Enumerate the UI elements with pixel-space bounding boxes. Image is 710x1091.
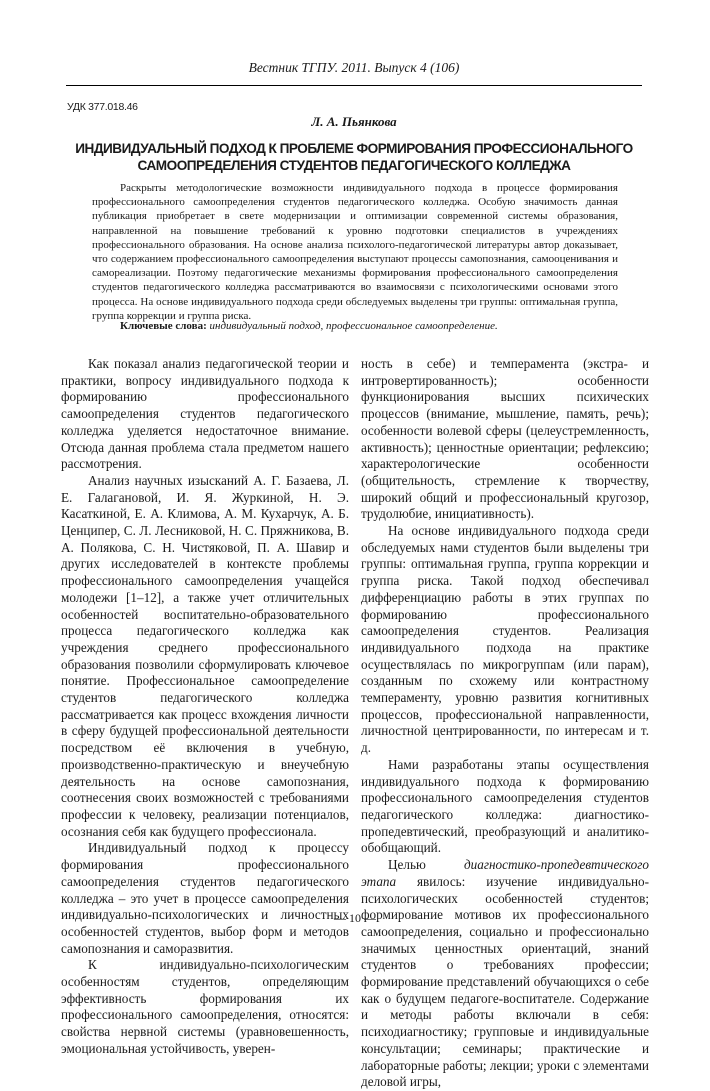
keywords-label: Ключевые слова: — [120, 320, 207, 332]
article-title-line-2: САМООПРЕДЕЛЕНИЯ СТУДЕНТОВ ПЕДАГОГИЧЕСКОГО КОЛЛЕДЖА — [137, 158, 571, 173]
body-paragraph-continuation: ность в себе) и темперамента (экстра- и интровертированность); особенности функционирования высших психических процессов (внимание, мышление, память, речь); особенности волевой сферы (целеустремленность, активность); ценностные ориентации; рефлексию; характерологические особенности (общительность, стремление к творчеству, широкий общий и профессиональный кругозор, трудолюбие, инициативность). — [361, 356, 649, 522]
body-paragraph: На основе индивидуального подхода среди обследуемых нами студентов были выделены три группы: оптимальная группа, группа коррекции и группа риска. Такой подход обеспечивал дифференциацию работы в этих группах по формированию профессионального самоопределения студентов. Реализация индивидуального подхода на практике осуществлялась по микрогруппам (или парам), созданным по схожему или контрастному темпераменту, уровню развития когнитивных процессов, профессиональной направленности, личностной центрированности, по интересам и т. д. — [361, 523, 649, 756]
body-paragraph: Анализ научных изысканий А. Г. Базаева, Л. Е. Галагановой, И. Я. Журкиной, Н. Э. Касаткиной, Е. А. Климова, А. М. Кухарчук, А. Б. Ценципер, С. Л. Лесниковой, Н. С. Пряжникова, В. А. Полякова, С. Н. Чистяковой, П. А. Шавир и других исследователей в контексте проблемы профессионального самоопределения учащейся молодежи [1–12], а также учет отличительных особенностей воспитательно-образовательного процесса педагогического колледжа как учреждения среднего профессионального образования позволили сформулировать ключевое понятие. Профессиональное самоопределение студентов педагогического колледжа рассматривается как процесс вхождения личности в сферу будущей профессиональной деятельности посредством её включения в учебную, производственно-практическую и внеучебную деятельность на основе самопознания, соотнесения своих возможностей с требованиями профессии к человеку, реализации потенциалов, осознания себя как будущего профессионала. — [61, 472, 349, 839]
body-paragraph: Индивидуальный подход к процессу формирования профессионального самоопределения студентов педагогического колледжа – это учет в процессе самоопределения индивидуально-психологических и личностных особенностей студентов, выбор форм и методов самопознания и саморазвития. — [61, 840, 349, 956]
body-paragraph — [361, 857, 649, 1091]
running-head: Вестник ТГПУ. 2011. Выпуск 4 (106) — [248, 60, 460, 75]
article-title — [66, 140, 642, 174]
body-paragraph: Как показал анализ педагогической теории и практики, вопросу индивидуального подхода к формированию профессионального самоопределения студентов педагогического колледжа уделяется недостаточное внимание. Отсюда данная проблема стала предметом нашего рассмотрения. — [61, 356, 349, 472]
abstract: Раскрыты методологические возможности индивидуального подхода в процессе формирования профессионального самоопределения студентов педагогического колледжа. Особую значимость данная публикация приобретает в свете модернизации и оптимизации современной системы образования, направленной на повышение требований к уровню подготовки специалистов в учреждениях профессионального образования. На основе анализа психолого-педагогической литературы автор доказывает, что содержанием профессионального самоопределения выступают процессы самопознания, самооценивания и самореализации. Поэтому педагогические механизмы формирования профессионального самоопределения студентов педагогического колледжа рассматриваются во взаимосвязи с психологическими основами этого процесса. На основе индивидуального подхода среди обследуемых выделены три группы: оптимальная группа, группа коррекции и группа риска. — [92, 182, 618, 322]
keywords-text: индивидуальный подход, профессиональное самоопределение. — [206, 320, 498, 332]
header-rule — [66, 85, 642, 86]
body-paragraph: К индивидуально-психологическим особенностям студентов, определяющим эффективность формирования их профессионального самоопределения, относятся: свойства нервной системы (уравновешенность, эмоциональная устойчивость, уверен- — [61, 957, 349, 1056]
article-title-line-1: ИНДИВИДУАЛЬНЫЙ ПОДХОД К ПРОБЛЕМЕ ФОРМИРОВАНИЯ ПРОФЕССИОНАЛЬНОГО — [75, 141, 633, 156]
paragraph-lead: Целью — [388, 857, 464, 873]
body-column-left — [61, 356, 349, 1058]
paragraph-rest: явилось: изучение индивидуально-психологических особенностей студентов; формирование мотивов их профессионального самоопределения, социально и профессионально значимых ценностных ориентаций, знаний студентов о требованиях профессии; формирование представлений обучающихся о себе как о будущем педагоге-воспитателе. Содержание и методы работы включали в себя: психодиагностику; групповые и индивидуальные консультации; семинары; практические и лабораторные работы; лекции; уроки с элементами деловой игры, — [361, 873, 649, 1090]
udk-code: УДК 377.018.46 — [67, 101, 138, 113]
stage-name-emphasis: диагностико-пропедевтического этапа — [361, 857, 649, 889]
body-column-right — [361, 356, 649, 1091]
keywords — [92, 320, 618, 332]
author-name: Л. А. Пьянкова — [311, 114, 397, 129]
page-number: — 10 — — [334, 911, 376, 925]
body-paragraph: Нами разработаны этапы осуществления индивидуального подхода к формированию профессионального самоопределения студентов педагогического колледжа: диагностико-пропедевтический, преобразующий и аналитико-обобщающий. — [361, 756, 649, 856]
